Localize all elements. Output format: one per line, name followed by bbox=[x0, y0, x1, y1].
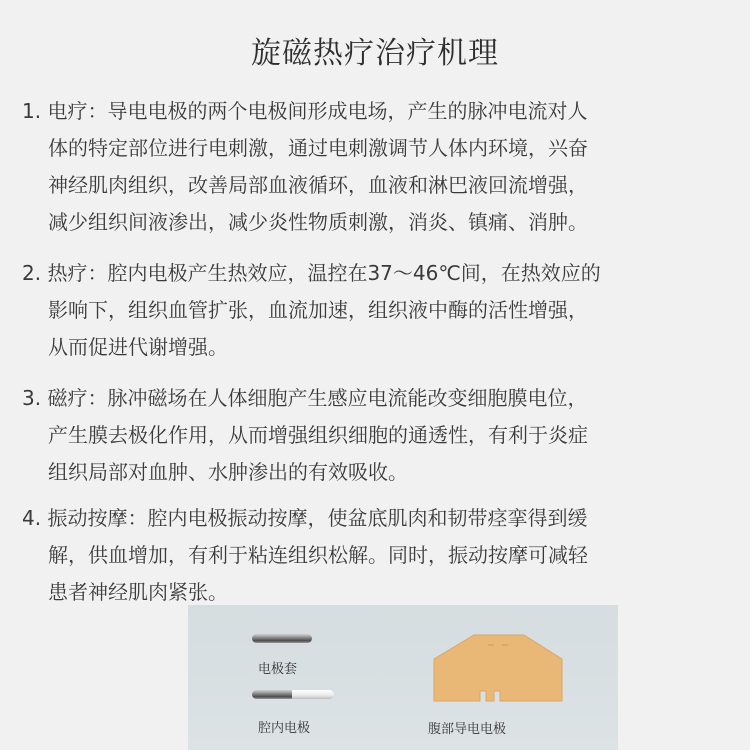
cavity-electrode-image bbox=[252, 690, 334, 699]
paragraph-line: 1. 电疗：导电电极的两个电极间形成电场，产生的脉冲电流对人 bbox=[22, 99, 588, 123]
paragraph-line: 3. 磁疗：脉冲磁场在人体细胞产生感应电流能改变细胞膜电位， bbox=[22, 386, 588, 410]
paragraph-line: 影响下，组织血管扩张，血流加速，组织液中酶的活性增强， bbox=[48, 298, 588, 322]
paragraph-line: 从而促进代谢增强。 bbox=[48, 335, 228, 359]
mechanism-magnetotherapy bbox=[22, 380, 712, 491]
cavity-electrode-label: 腔内电极 bbox=[258, 721, 311, 736]
abdominal-electrode-label: 腹部导电电极 bbox=[428, 722, 507, 737]
mechanism-thermotherapy bbox=[22, 255, 712, 366]
page-title: 旋磁热疗治疗机理 bbox=[251, 36, 499, 71]
electrode-sleeve-label: 电极套 bbox=[258, 662, 298, 677]
mechanism-electrotherapy bbox=[22, 93, 712, 241]
electrode-sleeve-image bbox=[252, 634, 312, 643]
paragraph-line: 组织局部对血肿、水肿渗出的有效吸收。 bbox=[48, 460, 408, 484]
paragraph-line: 体的特定部位进行电刺激，通过电刺激调节人体内环境，兴奋 bbox=[48, 136, 588, 160]
paragraph-line: 解，供血增加，有利于粘连组织松解。同时，振动按摩可减轻 bbox=[48, 543, 588, 567]
mechanism-vibration-massage bbox=[22, 500, 712, 611]
abdominal-electrode-image bbox=[428, 631, 568, 703]
paragraph-line: 产生膜去极化作用，从而增强组织细胞的通透性，有利于炎症 bbox=[48, 423, 588, 447]
paragraph-line: 4. 振动按摩：腔内电极振动按摩，使盆底肌肉和韧带痉挛得到缓 bbox=[22, 506, 588, 530]
paragraph-line: 2. 热疗：腔内电极产生热效应，温控在37～46℃间，在热效应的 bbox=[22, 261, 601, 285]
product-photo bbox=[188, 605, 618, 750]
paragraph-line: 减少组织间液渗出，减少炎性物质刺激，消炎、镇痛、消肿。 bbox=[48, 210, 588, 234]
paragraph-line: 患者神经肌肉紧张。 bbox=[48, 580, 228, 604]
paragraph-line: 神经肌肉组织，改善局部血液循环，血液和淋巴液回流增强， bbox=[48, 173, 588, 197]
